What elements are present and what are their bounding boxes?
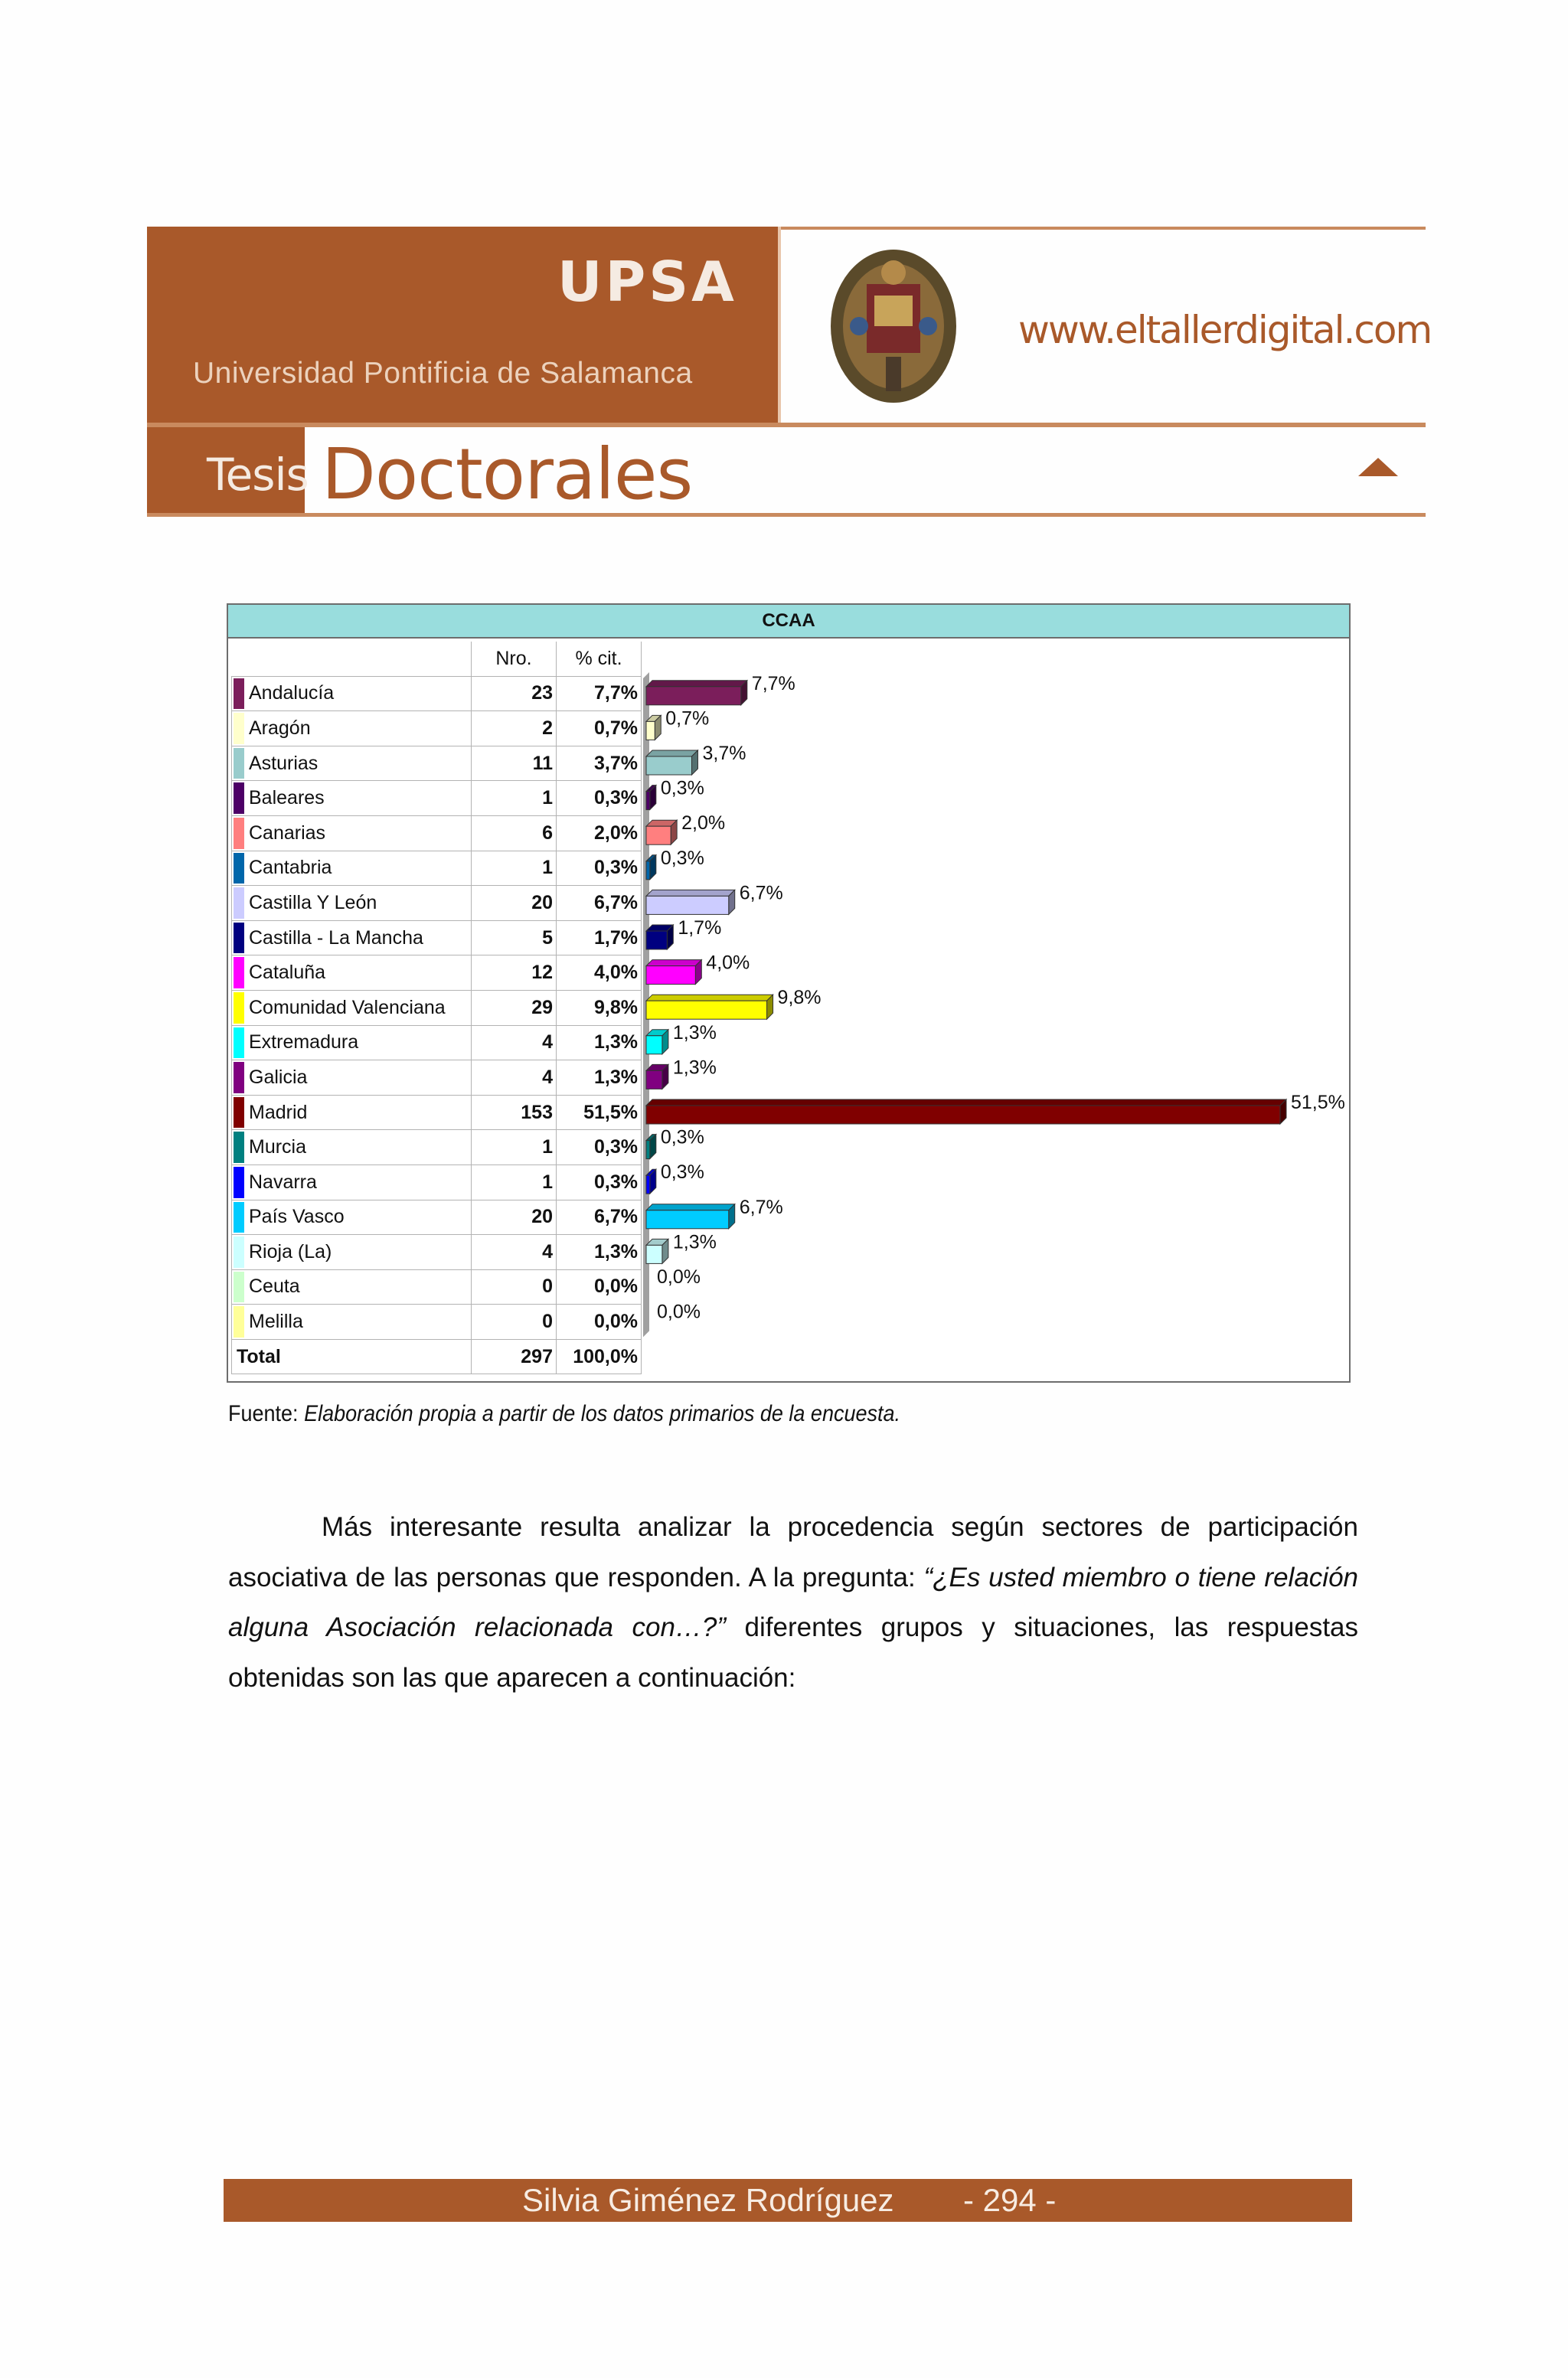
chart-title: CCAA: [228, 605, 1349, 639]
region-name: Navarra: [249, 1171, 317, 1193]
column-header-nro: Nro.: [472, 642, 557, 676]
university-name: Universidad Pontificia de Salamanca: [193, 357, 693, 390]
data-label: 3,7%: [702, 743, 746, 764]
source-note: [228, 1401, 900, 1427]
data-label: 1,7%: [678, 917, 722, 939]
count-cell: 29: [472, 990, 557, 1025]
region-name: Cantabria: [249, 857, 332, 879]
count-cell: 4: [472, 1235, 557, 1270]
percent-cell: 0,3%: [557, 1130, 642, 1165]
percent-cell: 6,7%: [557, 886, 642, 921]
bar: [646, 1239, 668, 1263]
region-name: Madrid: [249, 1101, 308, 1123]
bar: [646, 681, 747, 705]
percent-cell: 1,3%: [557, 1025, 642, 1060]
percent-cell: 2,0%: [557, 815, 642, 851]
region-name: Ceuta: [249, 1276, 300, 1298]
doctorales-label: Doctorales: [322, 433, 693, 515]
percent-cell: 1,7%: [557, 920, 642, 955]
site-url[interactable]: www.eltallerdigital.com: [1018, 308, 1432, 352]
percent-cell: 51,5%: [557, 1095, 642, 1130]
header-banner: [147, 227, 1432, 518]
data-label: 0,7%: [665, 707, 710, 730]
page-footer: [224, 2179, 1352, 2222]
bar: [646, 715, 661, 740]
paragraph-text-1: Más interesante resulta analizar la procedencia según sectores de participación asociativa de las personas que responden. A la pregunta:: [228, 1512, 1358, 1592]
region-name: Melilla: [249, 1311, 303, 1333]
data-label: 0,0%: [657, 1266, 701, 1288]
bar: [646, 820, 677, 844]
total-count: 297: [472, 1339, 557, 1374]
percent-cell: 3,7%: [557, 746, 642, 781]
count-cell: 1: [472, 1130, 557, 1165]
data-label: 1,3%: [672, 1021, 717, 1044]
percent-cell: 0,7%: [557, 711, 642, 746]
upsa-logo-text: UPSA: [557, 250, 737, 314]
region-name: Aragón: [249, 717, 311, 739]
data-label: 51,5%: [1291, 1092, 1345, 1113]
tesis-label: Tesis: [207, 449, 309, 501]
count-cell: 12: [472, 955, 557, 991]
count-cell: 0: [472, 1305, 557, 1340]
data-label: 1,3%: [672, 1057, 717, 1079]
region-name: Murcia: [249, 1136, 307, 1158]
data-label: 1,3%: [672, 1231, 717, 1253]
paragraph-quote: “¿Es usted miembro o tiene relación alguna Asociación relacionada con…?”: [228, 1562, 1359, 1642]
total-label: Total: [232, 1339, 472, 1374]
divider: [781, 227, 1426, 230]
region-name: Rioja (La): [249, 1240, 332, 1262]
percent-cell: 0,3%: [557, 851, 642, 886]
paragraph-text-2: diferentes grupos y situaciones, las respuestas obtenidas son las que aparecen a continuación:: [228, 1612, 1359, 1693]
count-cell: 20: [472, 1200, 557, 1235]
region-name: Asturias: [249, 752, 318, 774]
data-label: 4,0%: [706, 952, 750, 974]
data-label: 0,3%: [660, 777, 704, 799]
percent-cell: 7,7%: [557, 676, 642, 711]
count-cell: 23: [472, 676, 557, 711]
percent-cell: 0,0%: [557, 1305, 642, 1340]
source-label: Fuente:: [228, 1401, 299, 1426]
region-name: Canarias: [249, 822, 326, 844]
count-cell: 1: [472, 851, 557, 886]
data-label: 0,3%: [660, 847, 704, 869]
count-cell: 2: [472, 711, 557, 746]
percent-cell: 4,0%: [557, 955, 642, 991]
data-label: 7,7%: [751, 672, 795, 694]
region-name: Comunidad Valenciana: [249, 996, 446, 1018]
count-cell: 5: [472, 920, 557, 955]
bar: [646, 1204, 735, 1229]
bar: [646, 1030, 668, 1054]
bar: [646, 925, 673, 949]
divider: [147, 423, 1426, 427]
bar: [646, 750, 697, 775]
count-cell: 11: [472, 746, 557, 781]
data-label: 2,0%: [681, 812, 726, 835]
count-cell: 4: [472, 1060, 557, 1096]
column-header-pct: % cit.: [557, 642, 642, 676]
count-cell: 0: [472, 1269, 557, 1305]
region-name: Baleares: [249, 787, 325, 809]
percent-cell: 1,3%: [557, 1235, 642, 1270]
count-cell: 153: [472, 1095, 557, 1130]
data-label: 0,0%: [657, 1301, 701, 1323]
percent-cell: 0,3%: [557, 781, 642, 816]
region-name: País Vasco: [249, 1206, 345, 1228]
data-label: 9,8%: [777, 987, 822, 1009]
count-cell: 20: [472, 886, 557, 921]
bar: [646, 890, 735, 914]
percent-cell: 1,3%: [557, 1060, 642, 1096]
data-label: 0,3%: [660, 1161, 704, 1184]
data-label: 6,7%: [739, 882, 783, 904]
region-name: Castilla Y León: [249, 891, 377, 913]
region-name: Andalucía: [249, 682, 335, 704]
region-name: Cataluña: [249, 962, 326, 984]
region-name: Galicia: [249, 1066, 308, 1088]
university-seal-icon: [821, 242, 966, 410]
body-paragraph: [228, 1502, 1358, 1703]
total-percent: 100,0%: [557, 1339, 642, 1374]
ccaa-chart-panel: [227, 603, 1351, 1383]
region-name: Castilla - La Mancha: [249, 926, 423, 949]
percent-cell: 6,7%: [557, 1200, 642, 1235]
count-cell: 1: [472, 781, 557, 816]
source-text: Elaboración propia a partir de los datos primarios de la encuesta.: [304, 1401, 901, 1426]
arrow-up-icon: [1358, 458, 1398, 476]
count-cell: 4: [472, 1025, 557, 1060]
bar: [646, 1064, 668, 1089]
bar: [646, 1099, 1286, 1124]
bar: [646, 960, 701, 985]
footer-author: Silvia Giménez Rodríguez: [522, 2182, 894, 2218]
region-name: Extremadura: [249, 1031, 359, 1053]
percent-cell: 9,8%: [557, 990, 642, 1025]
count-cell: 6: [472, 815, 557, 851]
count-cell: 1: [472, 1165, 557, 1200]
bar-chart: [228, 605, 1349, 1381]
percent-cell: 0,3%: [557, 1165, 642, 1200]
data-label: 6,7%: [739, 1196, 783, 1218]
percent-cell: 0,0%: [557, 1269, 642, 1305]
page-number: - 294 -: [963, 2182, 1057, 2218]
bar: [646, 995, 773, 1019]
data-label: 0,3%: [660, 1126, 704, 1148]
